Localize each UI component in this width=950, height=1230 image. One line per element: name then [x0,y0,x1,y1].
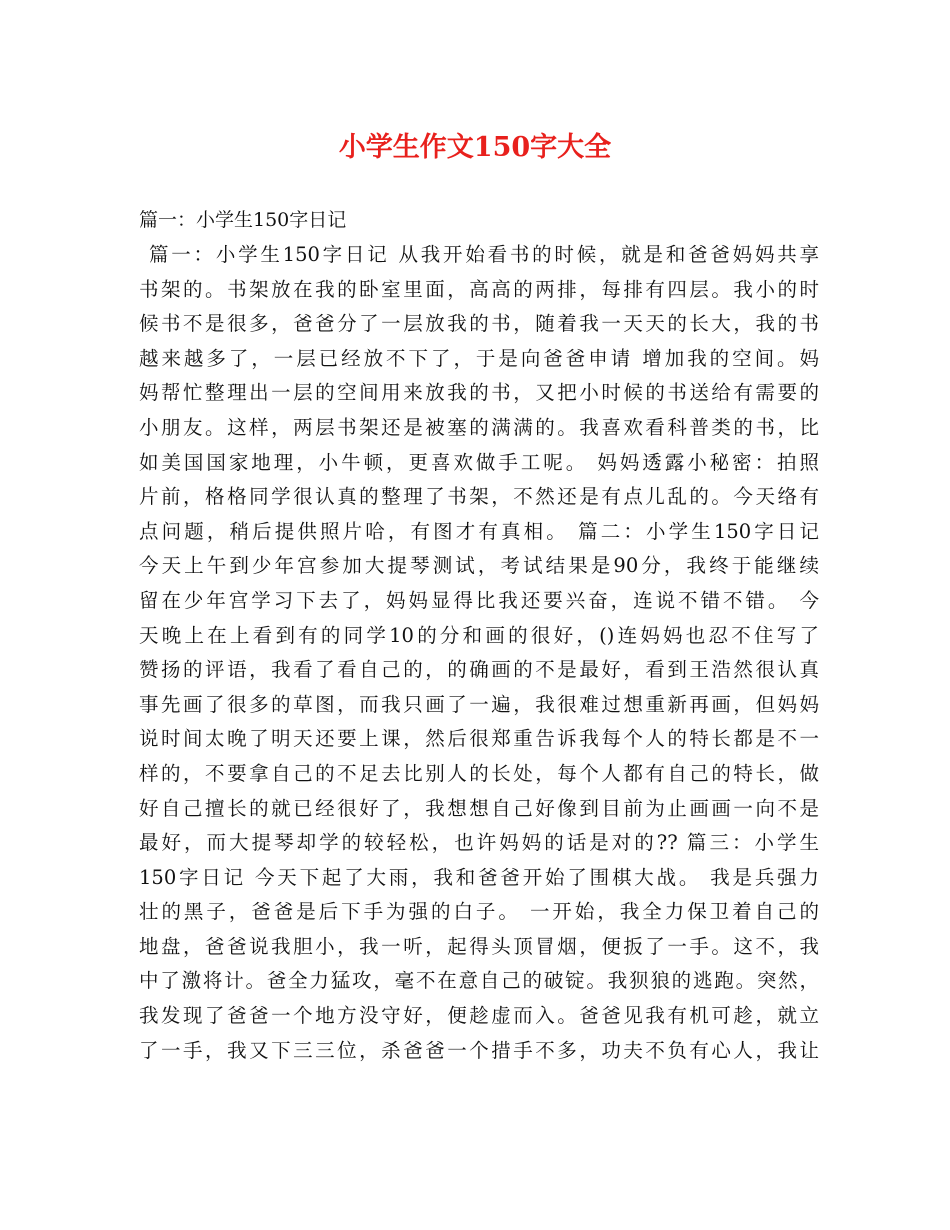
text-line: 留在少年宫学习下去了，妈妈显得比我还要兴奋，连说不错不错。 今 [139,588,819,612]
text-line: 我发现了爸爸一个地方没守好，便趁虚而入。爸爸见我有机可趁，就立 [139,1004,819,1028]
text-line: 150字日记 今天下起了大雨，我和爸爸开始了围棋大战。 我是兵强力 [139,865,819,889]
text-line: 了一手，我又下三三位，杀爸爸一个措手不多，功夫不负有心人，我让 [139,1038,819,1062]
text-line: 中了激将计。爸全力猛攻，毫不在意自己的破锭。我狈狼的逃跑。突然， [139,969,819,993]
text-line: 样的，不要拿自己的不足去比别人的长处，每个人都有自己的特长，做 [139,761,819,785]
text-line: 如美国国家地理，小牛顿，更喜欢做手工呢。 妈妈透露小秘密：拍照 [139,450,819,474]
text-line: 越来越多了，一层已经放不下了，于是向爸爸申请 增加我的空间。妈 [139,346,819,370]
body-paragraph [139,238,819,1068]
text-line: 点问题，稍后提供照片哈，有图才有真相。 篇二：小学生150字日记 [139,519,819,543]
text-line: 妈帮忙整理出一层的空间用来放我的书，又把小时候的书送给有需要的 [139,381,819,405]
text-line: 赞扬的评语，我看了看自己的，的确画的不是最好，看到王浩然很认真 [139,658,819,682]
text-line: 事先画了很多的草图，而我只画了一遍，我很难过想重新再画，但妈妈 [139,692,819,716]
text-line: 好自己擅长的就已经很好了，我想想自己好像到目前为止画画一向不是 [139,796,819,820]
text-line: 片前，格格同学很认真的整理了书架，不然还是有点儿乱的。今天络有 [139,485,819,509]
text-line: 壮的黑子，爸爸是后下手为强的白子。 一开始，我全力保卫着自己的 [139,900,819,924]
text-line: 小朋友。这样，两层书架还是被塞的满满的。我喜欢看科普类的书，比 [139,415,819,439]
text-line: 候书不是很多，爸爸分了一层放我的书，随着我一天天的长大，我的书 [139,312,819,336]
text-line: 地盘，爸爸说我胆小，我一听，起得头顶冒烟，便扳了一手。这不，我 [139,934,819,958]
text-line: 今天上午到少年宫参加大提琴测试，考试结果是90分，我终于能继续 [139,554,819,578]
text-line: 篇一：小学生150字日记 从我开始看书的时候，就是和爸爸妈妈共享 [149,243,819,266]
document-title: 小学生作文150字大全 [338,132,612,163]
text-line: 说时间太晚了明天还要上课，然后很郑重告诉我每个人的特长都是不一 [139,727,819,751]
text-line: 天晚上在上看到有的同学10的分和画的很好，()连妈妈也忍不住写了 [139,623,819,647]
text-line: 书架的。书架放在我的卧室里面，高高的两排，每排有四层。我小的时 [139,277,819,301]
section-heading: 篇一：小学生150字日记 [139,209,347,231]
text-line: 最好，而大提琴却学的较轻松，也许妈妈的话是对的?? 篇三：小学生 [139,831,819,855]
